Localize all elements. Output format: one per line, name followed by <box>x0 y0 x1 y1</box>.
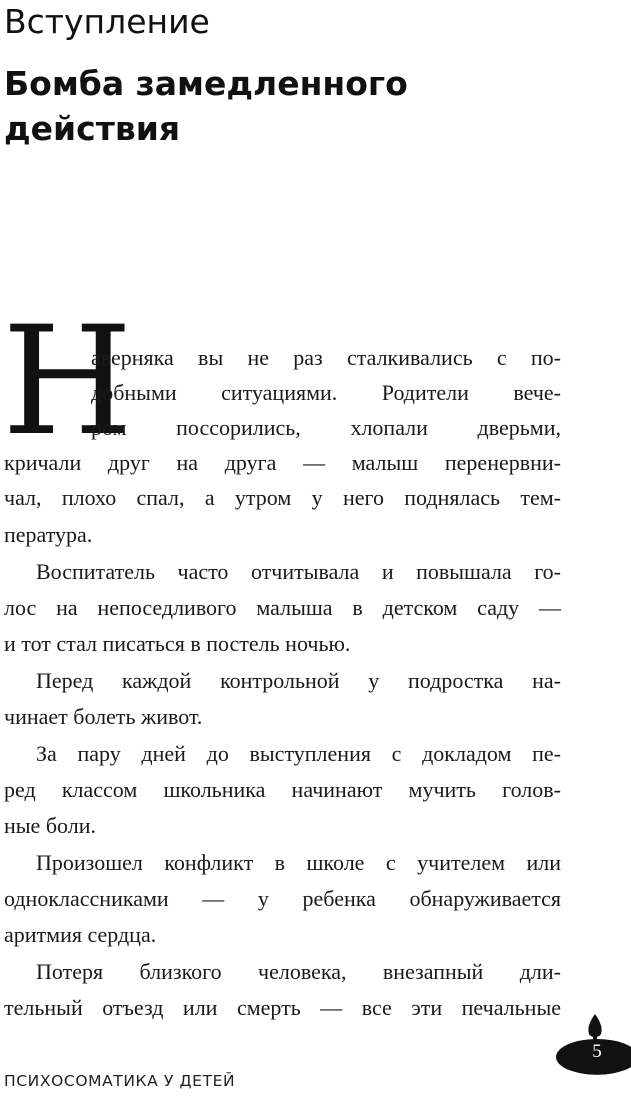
text-line: За пару дней до выступления с докладом пе- <box>36 741 561 766</box>
text-line: Потеря близкого человека, внезапный дли- <box>36 959 561 984</box>
text-line: добными ситуациями. Родители вече- <box>91 380 561 405</box>
text-line: Перед каждой контрольной у подростка на- <box>36 668 561 693</box>
text-line: Произошел конфликт в школе с учителем или <box>36 850 561 875</box>
section-label: Вступление <box>4 2 210 41</box>
text-line: Воспитатель часто отчитывала и повышала го- <box>36 559 561 584</box>
text-line: чал, плохо спал, а утром у него поднялась тем- <box>4 485 561 510</box>
text-line: ром поссорились, хлопали дверьми, <box>91 415 561 440</box>
running-footer-title: ПСИХОСОМАТИКА У ДЕТЕЙ <box>4 1072 236 1090</box>
chapter-title <box>4 61 564 151</box>
page-number: 5 <box>592 1041 602 1062</box>
text-line: одноклассниками — у ребенка обнаруживается <box>4 886 561 911</box>
chapter-title-line-1: Бомба замедленного <box>4 64 408 103</box>
text-line: чинает болеть живот. <box>4 704 203 729</box>
text-line: и тот стал писаться в постель ночью. <box>4 631 351 656</box>
text-line: пература. <box>4 522 93 547</box>
text-line: аверняка вы не раз сталкивались с по- <box>91 345 561 370</box>
text-line: ред классом школьника начинают мучить голов- <box>4 777 561 802</box>
text-line: аритмия сердца. <box>4 922 157 947</box>
drop-cap: Н <box>2 295 133 469</box>
chapter-title-line-2: действия <box>4 109 181 148</box>
text-line: лос на непоседливого малыша в детском саду — <box>4 595 561 620</box>
text-line: ные боли. <box>4 813 96 838</box>
text-line: тельный отъезд или смерть — все эти печальные <box>4 995 561 1020</box>
text-line: кричали друг на друга — малыш перенервни- <box>4 450 561 475</box>
